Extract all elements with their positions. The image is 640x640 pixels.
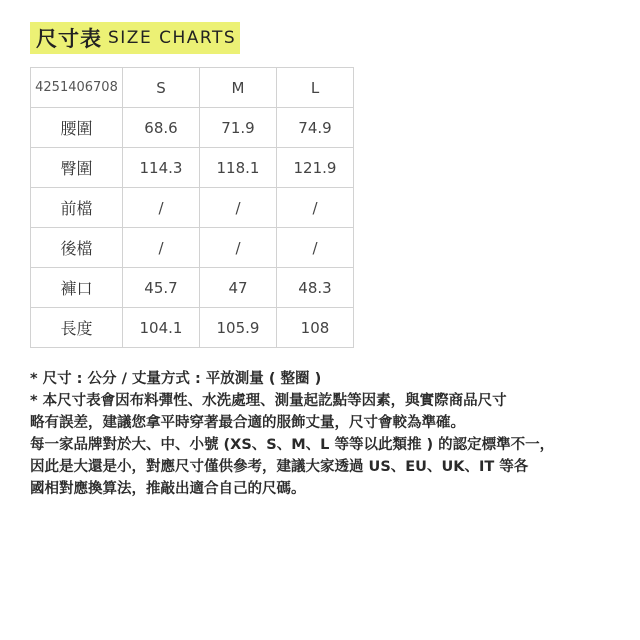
table-cell: 121.9 xyxy=(277,148,354,188)
note-line: * 尺寸 : 公分 / 丈量方式 : 平放測量 ( 整圈 ) xyxy=(30,371,322,387)
table-cell: 45.7 xyxy=(123,268,200,308)
size-chart-title xyxy=(30,22,240,54)
table-row xyxy=(31,148,354,188)
table-cell: / xyxy=(123,228,200,268)
size-header-l: L xyxy=(277,68,354,108)
title-english: SIZE CHARTS xyxy=(108,28,237,48)
table-cell: / xyxy=(200,228,277,268)
table-row xyxy=(31,268,354,308)
table-cell: 47 xyxy=(200,268,277,308)
table-cell: 48.3 xyxy=(277,268,354,308)
size-notes xyxy=(30,368,620,500)
table-cell: 118.1 xyxy=(200,148,277,188)
note-line: * 本尺寸表會因布料彈性、水洗處理、測量起訖點等因素，與實際商品尺寸 xyxy=(30,393,507,409)
row-label-waist: 腰圍 xyxy=(31,108,123,148)
table-cell: / xyxy=(277,188,354,228)
title-chinese: 尺寸表 xyxy=(36,27,102,51)
note-line: 略有誤差，建議您拿平時穿著最合適的服飾丈量，尺寸會較為準確。 xyxy=(30,415,465,431)
table-cell: 108 xyxy=(277,308,354,348)
table-row xyxy=(31,188,354,228)
row-label-length: 長度 xyxy=(31,308,123,348)
size-header-s: S xyxy=(123,68,200,108)
table-cell: / xyxy=(277,228,354,268)
row-label-leg-opening: 褲口 xyxy=(31,268,123,308)
note-line: 因此是大還是小，對應尺寸僅供參考，建議大家透過 US、EU、UK、IT 等各 xyxy=(30,459,529,475)
table-cell: 68.6 xyxy=(123,108,200,148)
table-cell: 74.9 xyxy=(277,108,354,148)
row-label-front-rise: 前檔 xyxy=(31,188,123,228)
table-cell: / xyxy=(123,188,200,228)
size-table xyxy=(30,67,354,348)
product-code: 4251406708 xyxy=(31,68,123,108)
table-cell: 114.3 xyxy=(123,148,200,188)
table-cell: 71.9 xyxy=(200,108,277,148)
table-row xyxy=(31,108,354,148)
row-label-hip: 臀圍 xyxy=(31,148,123,188)
note-line: 每一家品牌對於大、中、小號 (XS、S、M、L 等等以此類推 ) 的認定標準不一， xyxy=(30,437,555,453)
note-line: 國相對應換算法，推敲出適合自己的尺碼。 xyxy=(30,481,306,497)
row-label-back-rise: 後檔 xyxy=(31,228,123,268)
table-cell: 104.1 xyxy=(123,308,200,348)
size-header-m: M xyxy=(200,68,277,108)
table-cell: 105.9 xyxy=(200,308,277,348)
table-header-row xyxy=(31,68,354,108)
table-row xyxy=(31,308,354,348)
table-cell: / xyxy=(200,188,277,228)
table-row xyxy=(31,228,354,268)
